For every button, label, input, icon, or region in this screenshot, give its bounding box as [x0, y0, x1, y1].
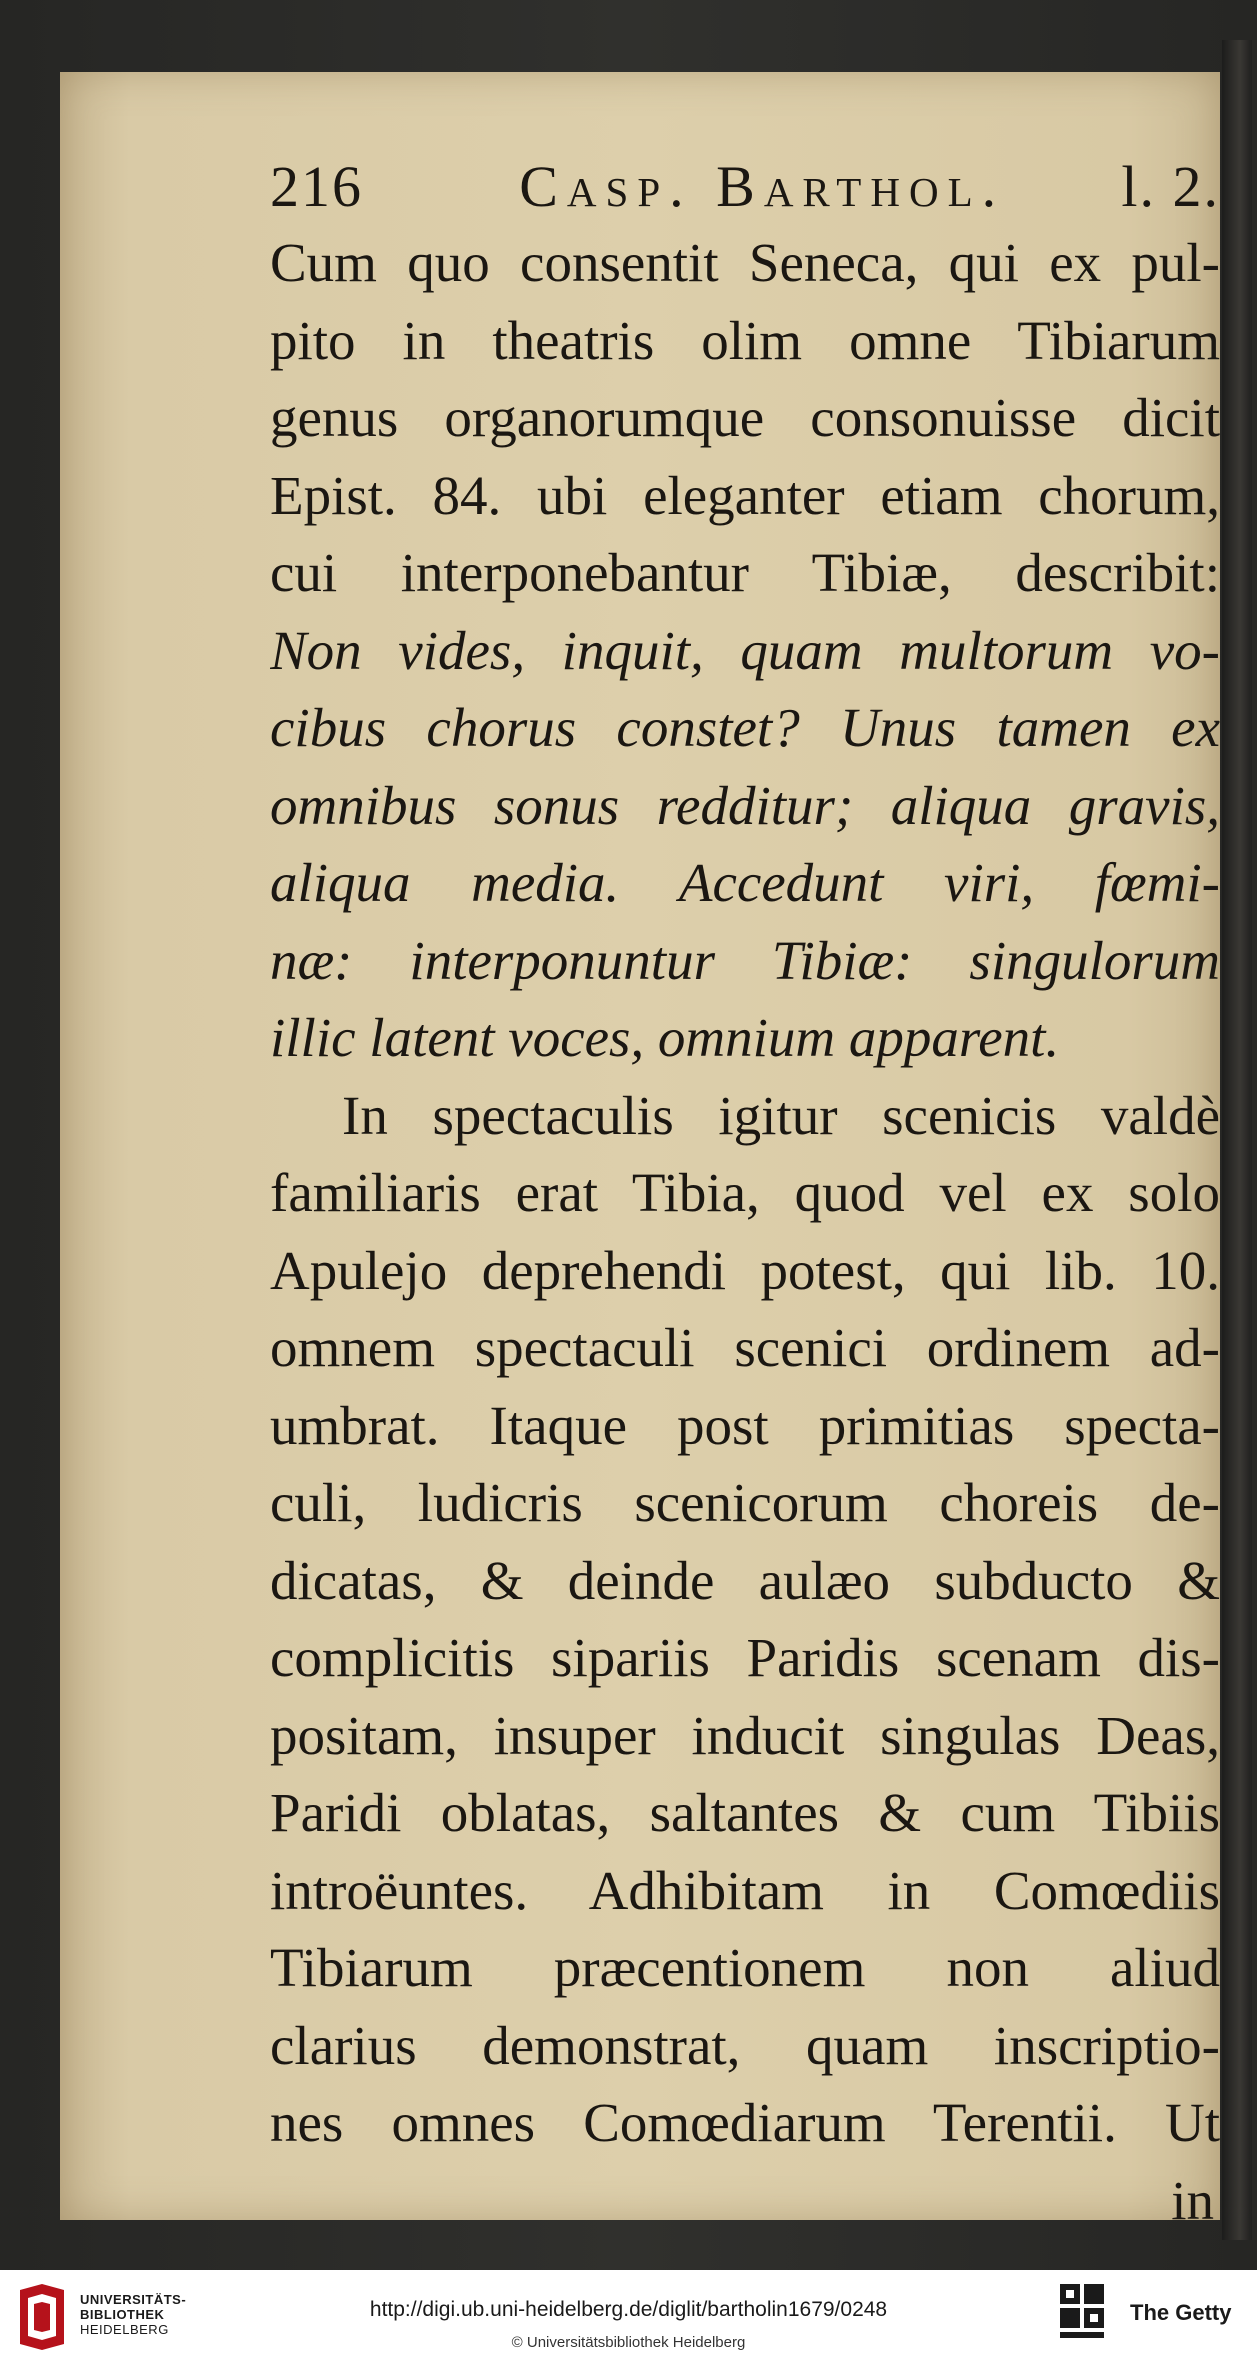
- section-marker: l. 2.: [1121, 154, 1220, 219]
- text-line: Cum quo consentit Seneca, qui ex pul-: [270, 232, 1220, 293]
- text-line: familiaris erat Tibia, quod vel ex solo: [270, 1162, 1220, 1223]
- permalink-url[interactable]: http://digi.ub.uni-heidelberg.de/diglit/bartholin1679/0248: [369, 2298, 888, 2321]
- footer-bar: [0, 2270, 1257, 2363]
- library-name-line: BIBLIOTHEK: [80, 2307, 165, 2322]
- text-line: introëuntes. Adhibitam in Comœdiis: [270, 1859, 1220, 1921]
- text-line: dicatas, & deinde aulæo subducto &: [270, 1549, 1220, 1611]
- text-line: Apulejo deprehendi potest, qui lib. 10.: [270, 1239, 1220, 1301]
- running-head: [270, 150, 1220, 224]
- text-line: positam, insuper inducit singulas Deas,: [270, 1704, 1220, 1766]
- text-line: aliqua media. Accedunt viri, fœmi-: [270, 852, 1220, 913]
- text-line: cui interponebantur Tibiæ, describit:: [270, 542, 1220, 603]
- library-name-line: UNIVERSITÄTS-: [80, 2292, 187, 2307]
- getty-label: The Getty: [1130, 2300, 1232, 2325]
- text-line: Epist. 84. ubi eleganter etiam chorum,: [270, 464, 1220, 526]
- copyright-notice: © Universitätsbibliothek Heidelberg: [511, 2334, 746, 2351]
- text-line: cibus chorus constet? Unus tamen ex: [270, 697, 1220, 758]
- text-line: Tibiarum præcentionem non aliud: [270, 1937, 1220, 1998]
- text-line: genus organorumque consonuisse dicit: [270, 387, 1220, 448]
- text-line: clarius demonstrat, quam inscriptio-: [270, 2014, 1220, 2076]
- text-line: næ: interponuntur Tibiæ: singulorum: [270, 929, 1220, 991]
- text-line: pito in theatris olim omne Tibiarum: [270, 309, 1220, 371]
- text-line: complicitis sipariis Paridis scenam dis-: [270, 1627, 1220, 1688]
- page-edge: [1222, 40, 1252, 2240]
- text-line: culi, ludicris scenicorum choreis de-: [270, 1472, 1220, 1533]
- text-line: omnibus sonus redditur; aliqua gravis,: [270, 774, 1220, 836]
- running-title: Casp. Barthol.: [519, 154, 1006, 219]
- text-line: illic latent voces, omnium apparent.: [270, 1007, 1060, 1068]
- text-line: Paridi oblatas, saltantes & cum Tibiis: [270, 1782, 1220, 1843]
- page-number: 216: [270, 154, 363, 219]
- text-line: Non vides, inquit, quam multorum vo-: [270, 619, 1220, 681]
- text-line: omnem spectaculi scenici ordinem ad-: [270, 1317, 1220, 1378]
- getty-logo-icon[interactable]: [1058, 2282, 1106, 2346]
- text-line: nes omnes Comœdiarum Terentii. Ut: [270, 2092, 1220, 2153]
- text-line: In spectaculis igitur scenicis valdè: [342, 1084, 1220, 1146]
- text-line: umbrat. Itaque post primitias specta-: [270, 1394, 1220, 1456]
- library-name-line: HEIDELBERG: [80, 2322, 169, 2337]
- page-text: [270, 150, 1220, 2239]
- catchword: in: [1171, 2169, 1214, 2231]
